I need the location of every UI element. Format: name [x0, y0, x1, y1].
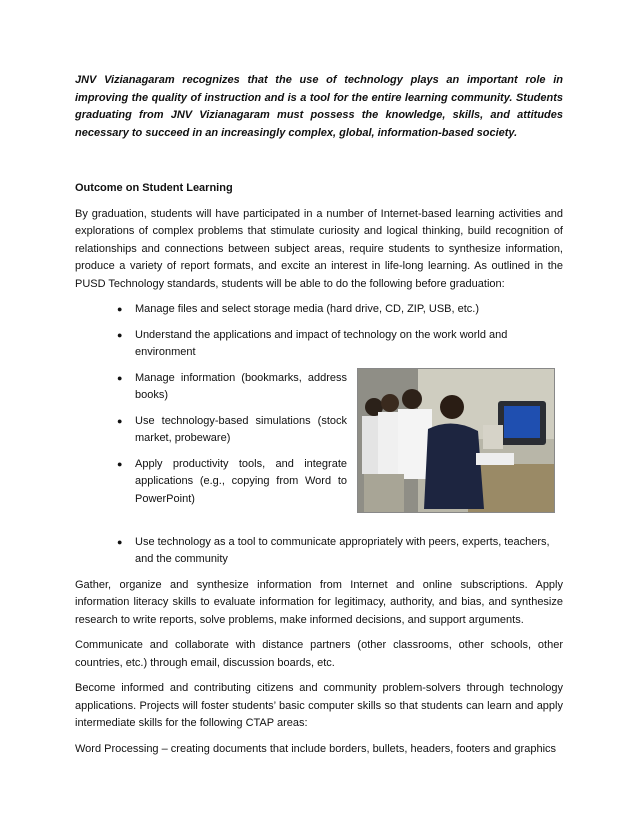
- bullet-icon: ●: [117, 329, 123, 340]
- list-item: ● Understand the applications and impact of technology on the work world and environment: [117, 328, 508, 358]
- bullet-icon: ●: [117, 536, 123, 547]
- list-item: ● Manage information (bookmarks, address books): [117, 371, 347, 401]
- bullet-icon: ●: [117, 304, 123, 314]
- paragraph: Become informed and contributing citizens and community problem-solvers through technology applications. Projects will foster students’ basic computer skills so that students can learn and apply intermediate skills for the following CTAP areas:: [75, 682, 563, 729]
- list-item: ● Manage files and select storage media (hard drive, CD, ZIP, USB, etc.): [75, 301, 563, 319]
- bullet-icon: ●: [117, 458, 123, 469]
- paragraph: Gather, organize and synthesize information from Internet and online subscriptions. Apply information literacy skills to evaluate information for legitimacy, authority, and bias, and synthesize research to write reports, solve problems, make informed decisions, and support arguments.: [75, 578, 563, 626]
- bullet-icon: ●: [117, 415, 123, 426]
- bullet-list-top: [75, 301, 563, 362]
- bullet-icon: ●: [117, 372, 123, 383]
- list-item: ● Use technology-based simulations (stock market, probeware): [117, 414, 347, 444]
- section-heading: Outcome on Student Learning: [75, 182, 233, 194]
- students-at-computers-image: [358, 369, 554, 512]
- intro-paragraph: JNV Vizianagaram recognizes that the use of technology plays an important role in improving the quality of instruction and is a tool for the entire learning community. Students graduating from JNV Vizianagaram must possess the knowledge, skills, and attitudes necessary to succeed in an increasingly complex, global, information-based society.: [75, 74, 563, 139]
- paragraph: Communicate and collaborate with distance partners (other classrooms, other schools, other countries, etc.) through email, discussion boards, etc.: [75, 639, 563, 669]
- bullets-with-photo: [75, 370, 563, 528]
- lead-paragraph: By graduation, students will have participated in a number of Internet-based learning activities and explorations of complex problems that stimulate curiosity and logical thinking, build recognition of relationships and connections between subject areas, require students to synthesize information, produce a variety of report formats, and excite an interest in life-long learning. As outlined in the PUSD Technology standards, students will be able to do the following before graduation:: [75, 207, 563, 290]
- list-item: ● Apply productivity tools, and integrate applications (e.g., copying from Word to PowerPoint): [117, 457, 347, 505]
- document-page: [75, 72, 563, 766]
- list-item: ● Use technology as a tool to communicate appropriately with peers, experts, teachers, and the community: [117, 535, 550, 565]
- computer-lab-photo: [357, 368, 555, 513]
- bullet-list-side: [75, 370, 347, 509]
- bullet-list-bottom: [75, 534, 563, 569]
- paragraph: Word Processing – creating documents that include borders, bullets, headers, footers and graphics: [75, 742, 557, 755]
